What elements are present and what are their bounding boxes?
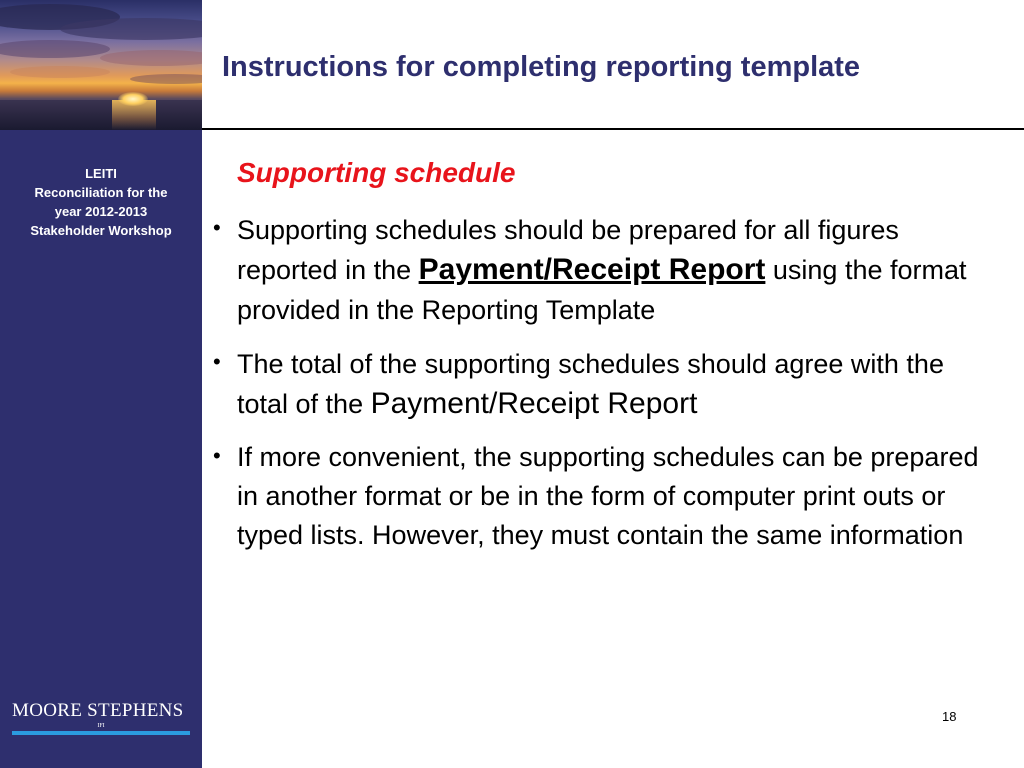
moore-stephens-logo	[12, 700, 190, 735]
workshop-caption	[0, 164, 202, 240]
logo-subtext: IFI	[97, 723, 105, 729]
bullet-text: using the format provided in the Reporting Template	[237, 255, 967, 325]
bullet-list	[213, 210, 993, 569]
bullet-dot-icon: •	[213, 215, 221, 240]
bullet-text: If more convenient, the supporting schedules can be prepared in another format or be in the form of computer print outs or typed lists. However, they must contain the same information	[237, 442, 979, 550]
caption-line: LEITI	[85, 166, 117, 181]
bullet-item	[213, 344, 993, 424]
bullet-dot-icon: •	[213, 349, 221, 374]
caption-line: Stakeholder Workshop	[30, 223, 172, 238]
slide-title: Instructions for completing reporting template	[222, 51, 861, 83]
section-subheading: Supporting schedule	[237, 157, 516, 188]
report-name: Payment/Receipt Report	[370, 387, 698, 420]
bullet-dot-icon: •	[213, 443, 221, 468]
logo-text: MOORE STEPHENS	[12, 700, 184, 721]
logo-underline-bar	[12, 731, 190, 735]
bullet-text: The total of the supporting schedules should agree with the total of the	[237, 349, 944, 419]
report-name-emphasis: Payment/Receipt Report	[418, 253, 766, 286]
sunset-image	[0, 0, 202, 130]
page-number: 18	[942, 709, 957, 724]
sidebar	[0, 0, 202, 768]
bullet-item	[213, 210, 993, 330]
caption-line: year 2012-2013	[54, 204, 148, 219]
caption-line: Reconciliation for the	[34, 185, 168, 200]
bullet-text: Supporting schedules should be prepared for all figures reported in the	[237, 215, 899, 285]
title-divider	[202, 128, 1024, 130]
bullet-item	[213, 438, 993, 555]
